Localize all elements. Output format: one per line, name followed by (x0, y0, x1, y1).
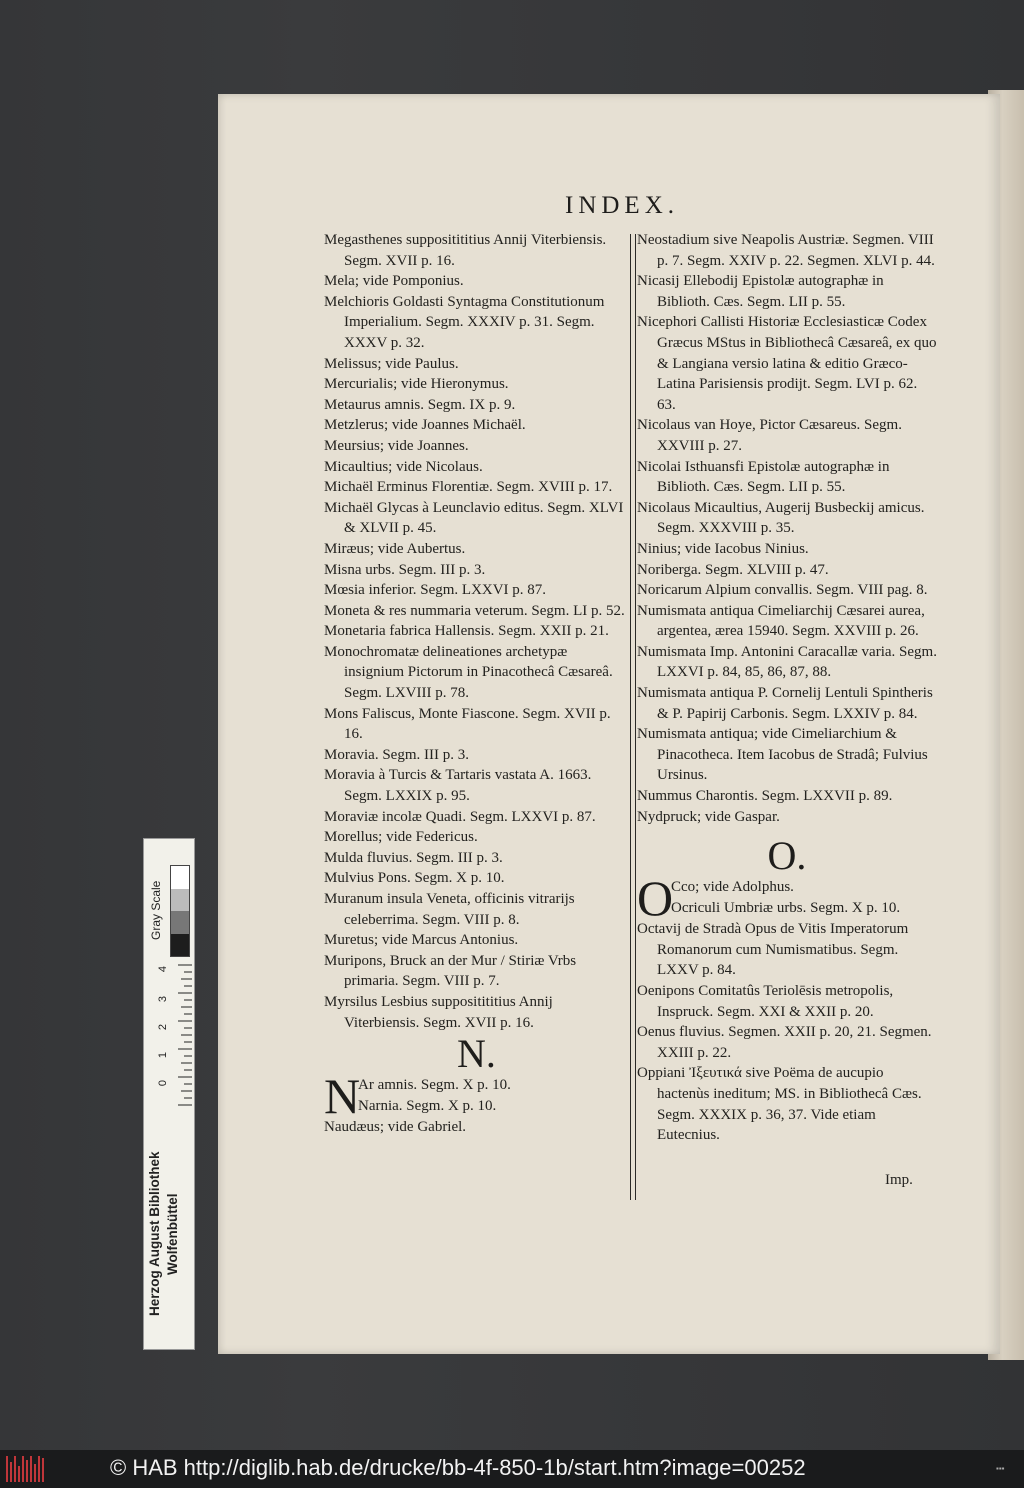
index-column-right (637, 230, 937, 1146)
index-entry: Numismata antiqua Cimeliarchij Cæsarei aurea, argentea, ærea 15940. Segm. XXVIII p. 26. (637, 602, 925, 640)
index-entry: Noricarum Alpium convallis. Segm. VIII pag. 8. (637, 582, 928, 599)
section-o-lines (671, 877, 937, 918)
index-entry: Moneta & res nummaria veterum. Segm. LI p. 52. (324, 602, 625, 619)
section-heading-n: N. (457, 1031, 496, 1077)
index-entry: Numismata antiqua P. Cornelij Lentuli Spintheris & P. Papirij Carbonis. Segm. LXXIV p. 84. (637, 685, 933, 722)
footer-mark-icon: ▪▪▪ (996, 1464, 1005, 1473)
index-entry: Melchioris Goldasti Syntagma Constitutionum Imperialium. Segm. XXXIV p. 31. Segm. XXXV p. 32. (324, 293, 605, 351)
index-entry: Ar amnis. Segm. X p. 10. (358, 1077, 511, 1094)
index-entry: Metzlerus; vide Joannes Michaël. (324, 417, 526, 434)
index-entry: Mulvius Pons. Segm. X p. 10. (324, 870, 505, 887)
index-entry: Oenus fluvius. Segmen. XXII p. 20, 21. Segmen. XXIII p. 22. (637, 1024, 932, 1061)
page-title: INDEX. (565, 192, 680, 219)
index-entry: Numismata Imp. Antonini Caracallæ varia. Segm. LXXVI p. 84, 85, 86, 87, 88. (637, 643, 937, 681)
ruler-ticks (178, 963, 192, 1113)
index-column-left (324, 230, 629, 1138)
index-entry: Moravia à Turcis & Tartaris vastata A. 1663. Segm. LXXIX p. 95. (324, 767, 592, 805)
index-entry: Melissus; vide Paulus. (324, 355, 459, 372)
column-divider (630, 234, 636, 1200)
index-entry: Numismata antiqua; vide Cimeliarchium & Pinacotheca. Item Iacobus de Stradâ; Fulvius Ursinus. (637, 726, 928, 784)
catchword: Imp. (885, 1172, 913, 1188)
entry-list-left (324, 230, 629, 1033)
ruler-number: 3 (157, 995, 170, 1003)
index-entry: Oenipons Comitatûs Teriolēsis metropolis, Inspruck. Segm. XXI & XXII p. 20. (637, 983, 894, 1020)
index-entry: Misna urbs. Segm. III p. 3. (324, 561, 486, 578)
index-entry: Megasthenes suppositititius Annij Viterbiensis. Segm. XVII p. 16. (324, 232, 607, 269)
index-entry: Naudæus; vide Gabriel. (324, 1119, 467, 1136)
index-entry: Nydpruck; vide Gaspar. (637, 808, 780, 825)
index-entry: Nummus Charontis. Segm. LXXVII p. 89. (637, 788, 893, 805)
section-n-lines (358, 1075, 629, 1116)
index-entry: Narnia. Segm. X p. 10. (358, 1097, 497, 1114)
index-entry: Nicolaus Micaultius, Augerij Busbeckij amicus. Segm. XXXVIII p. 35. (637, 499, 925, 537)
footer-bar (0, 1450, 1024, 1488)
index-entry: Muretus; vide Marcus Antonius. (324, 932, 519, 949)
section-heading-o: O. (767, 833, 807, 879)
dropcap-n: N (324, 1068, 361, 1125)
index-entry: Mulda fluvius. Segm. III p. 3. (324, 849, 503, 866)
index-entry: Mœsia inferior. Segm. LXXVI p. 87. (324, 582, 547, 599)
index-entry: Noriberga. Segm. XLVIII p. 47. (637, 561, 829, 578)
index-entry: Mercurialis; vide Hieronymus. (324, 376, 509, 393)
index-entry: Ocriculi Umbriæ urbs. Segm. X p. 10. (671, 899, 901, 916)
index-entry: Cco; vide Adolphus. (671, 879, 794, 896)
ruler-number: 4 (157, 965, 170, 973)
index-entry: Neostadium sive Neapolis Austriæ. Segmen. VIII p. 7. Segm. XXIV p. 22. Segmen. XLVI p. 44. (637, 232, 935, 269)
index-entry: Moravia. Segm. III p. 3. (324, 746, 469, 763)
index-entry: Nicasij Ellebodij Epistolæ autographæ in Biblioth. Cæs. Segm. LII p. 55. (637, 273, 884, 310)
index-entry: Oppiani Ἰξευτικά sive Poëma de aucupio hactenùs ineditum; MS. in Bibliothecâ Cæs. Segm. XXXIX p. 36, 37. Vide etiam Eutecnius. (637, 1065, 922, 1144)
index-entry: Michaël Glycas à Leunclavio editus. Segm. XLVI & XLVII p. 45. (324, 499, 624, 537)
index-entry: Ninius; vide Iacobus Ninius. (637, 540, 809, 557)
index-entry: Myrsilus Lesbius suppositititius Annij Viterbiensis. Segm. XVII p. 16. (324, 993, 553, 1031)
index-entry: Moraviæ incolæ Quadi. Segm. LXXVI p. 87. (324, 808, 596, 825)
index-entry: Michaël Erminus Florentiæ. Segm. XVIII p. 17. (324, 479, 613, 496)
library-name: Herzog August Bibliothek Wolfenbüttel (147, 1151, 180, 1317)
hab-logo-icon (6, 1456, 46, 1482)
ruler-number: 1 (157, 1051, 170, 1059)
source-url[interactable]: © HAB http://diglib.hab.de/drucke/bb-4f-850-1b/start.htm?image=00252 (110, 1455, 806, 1480)
gray-patches (170, 865, 190, 957)
index-entry: Monetaria fabrica Hallensis. Segm. XXII p. 21. (324, 623, 609, 640)
index-entry: Mela; vide Pomponius. (324, 273, 464, 290)
index-entry: Monochromatæ delineationes archetypæ insignium Pictorum in Pinacothecâ Cæsareâ. Segm. LXVIII p. 78. (324, 643, 613, 702)
ruler-numbers (157, 963, 174, 1113)
gray-scale-ruler (143, 838, 195, 1350)
index-entry: Miræus; vide Aubertus. (324, 540, 466, 557)
index-entry: Muranum insula Veneta, officinis vitrarijs celeberrima. Segm. VIII p. 8. (324, 891, 575, 928)
entry-list-right (637, 230, 937, 827)
ruler-number: 2 (157, 1023, 170, 1031)
gray-scale-label: Gray Scale (149, 880, 163, 940)
index-entry: Octavij de Stradà Opus de Vitis Imperatorum Romanorum cum Numismatibus. Segm. LXXV p. 84. (637, 921, 909, 979)
index-entry: Mons Faliscus, Monte Fiascone. Segm. XVII p. 16. (324, 705, 611, 743)
section-o-block (637, 870, 937, 927)
section-n-block (324, 1068, 629, 1125)
index-entry: Morellus; vide Federicus. (324, 829, 478, 846)
index-entry: Nicolai Isthuansfi Epistolæ autographæ in Biblioth. Cæs. Segm. LII p. 55. (637, 458, 890, 496)
index-entry: Nicephori Callisti Historiæ Ecclesiasticæ Codex Græcus MStus in Bibliothecâ Cæsareâ, ex quo & Langiana versio latina & editio Græco-Latina Parisiensis prodijt. Segm. LVI p. 62. 63. (637, 314, 937, 413)
section-o-entries (637, 919, 937, 1146)
index-entry: Micaultius; vide Nicolaus. (324, 458, 483, 475)
index-entry: Metaurus amnis. Segm. IX p. 9. (324, 396, 516, 413)
index-entry: Meursius; vide Joannes. (324, 437, 469, 454)
section-n-entries (324, 1117, 629, 1138)
index-entry: Muripons, Bruck an der Mur / Stiriæ Vrbs primaria. Segm. VIII p. 7. (324, 952, 577, 990)
index-entry: Nicolaus van Hoye, Pictor Cæsareus. Segm. XXVIII p. 27. (637, 417, 902, 454)
dropcap-o: O (637, 870, 674, 927)
ruler-number: 0 (157, 1079, 170, 1087)
